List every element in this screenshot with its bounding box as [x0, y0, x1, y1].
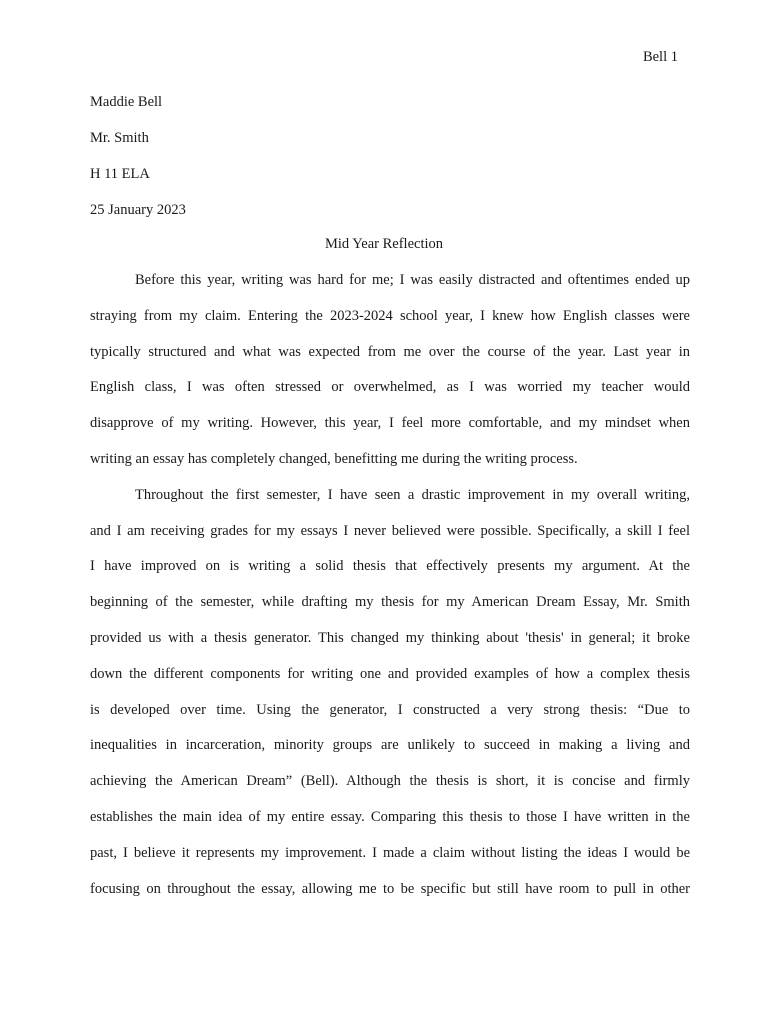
body-line: down the different components for writing one and provided examples of how a complex thesis — [90, 665, 690, 682]
body-line: achieving the American Dream” (Bell). Although the thesis is short, it is concise and firmly — [90, 773, 690, 790]
body-line: beginning of the semester, while drafting my thesis for my American Dream Essay, Mr. Smith — [90, 594, 690, 611]
body-line: establishes the main idea of my entire essay. Comparing this thesis to those I have written in the — [90, 808, 690, 825]
body-line: is developed over time. Using the generator, I constructed a very strong thesis: “Due to — [90, 701, 690, 718]
teacher-name: Mr. Smith — [90, 130, 149, 146]
student-name: Maddie Bell — [90, 94, 163, 110]
page-header-label: Bell 1 — [642, 49, 678, 65]
body-line: disapprove of my writing. However, this year, I feel more comfortable, and my mindset when — [90, 415, 690, 432]
body-line: past, I believe it represents my improvement. I made a claim without listing the ideas I would be — [90, 844, 690, 861]
essay-date: 25 January 2023 — [90, 202, 186, 218]
body-line: provided us with a thesis generator. This changed my thinking about 'thesis' in general; it broke — [90, 629, 690, 646]
body-line: focusing on throughout the essay, allowing me to be specific but still have room to pull in other — [90, 880, 690, 897]
body-line: and I am receiving grades for my essays I never believed were possible. Specifically, a skill I feel — [90, 522, 690, 539]
mla-heading — [90, 92, 186, 236]
body-line: Throughout the first semester, I have seen a drastic improvement in my overall writing, — [135, 486, 690, 503]
body-line: inequalities in incarceration, minority groups are unlikely to succeed in making a living and — [90, 737, 690, 754]
course-name: H 11 ELA — [90, 166, 150, 182]
body-line: writing an essay has completely changed, benefitting me during the writing process. — [90, 450, 578, 467]
essay-body — [90, 270, 690, 914]
body-line: I have improved on is writing a solid thesis that effectively presents my argument. At the — [90, 558, 690, 575]
essay-title: Mid Year Reflection — [325, 236, 443, 252]
body-line: English class, I was often stressed or overwhelmed, as I was worried my teacher would — [90, 379, 690, 396]
body-line: straying from my claim. Entering the 2023-2024 school year, I knew how English classes were — [90, 307, 690, 324]
body-line: typically structured and what was expected from me over the course of the year. Last year in — [90, 343, 690, 360]
body-line: Before this year, writing was hard for me; I was easily distracted and oftentimes ended up — [135, 272, 690, 288]
